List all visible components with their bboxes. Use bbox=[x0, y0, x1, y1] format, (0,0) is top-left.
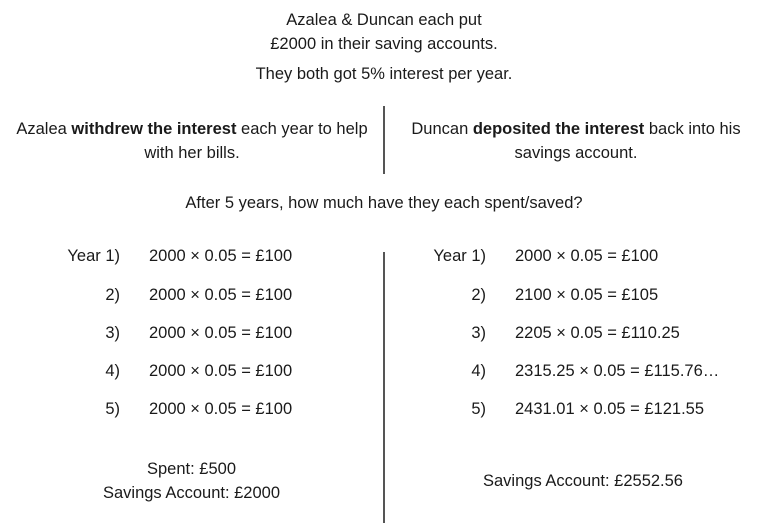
duncan-strategy-bold: deposited the interest bbox=[472, 120, 645, 138]
azalea-row-label: Year 1) bbox=[67, 247, 120, 265]
azalea-savings-total: Savings Account: £2000 bbox=[102, 484, 281, 502]
duncan-strategy-prefix: Duncan bbox=[411, 120, 473, 138]
top-divider bbox=[383, 106, 385, 174]
bottom-divider bbox=[383, 252, 385, 523]
azalea-strategy bbox=[14, 117, 370, 165]
azalea-row-calc: 2000 × 0.05 = £100 bbox=[149, 400, 293, 418]
azalea-strategy-prefix: Azalea bbox=[16, 120, 72, 138]
azalea-strategy-bold: withdrew the interest bbox=[71, 120, 237, 138]
duncan-savings-total: Savings Account: £2552.56 bbox=[483, 472, 683, 490]
intro-text bbox=[0, 8, 768, 56]
azalea-row-label: 2) bbox=[105, 286, 120, 304]
azalea-row-label: 4) bbox=[105, 362, 120, 380]
azalea-row-label: 5) bbox=[105, 400, 120, 418]
duncan-row-calc: 2000 × 0.05 = £100 bbox=[515, 247, 659, 265]
duncan-row-label: 3) bbox=[471, 324, 486, 342]
duncan-row-calc: 2315.25 × 0.05 = £115.76… bbox=[515, 362, 720, 380]
intro-line-1: Azalea & Duncan each put bbox=[286, 11, 482, 29]
duncan-row-label: 2) bbox=[471, 286, 486, 304]
azalea-summary bbox=[0, 457, 383, 505]
duncan-strategy-suffix: back into his savings account. bbox=[514, 120, 741, 162]
azalea-row-calc: 2000 × 0.05 = £100 bbox=[149, 324, 293, 342]
azalea-spent-total: Spent: £500 bbox=[147, 460, 236, 478]
duncan-row-calc: 2205 × 0.05 = £110.25 bbox=[515, 324, 680, 342]
question: After 5 years, how much have they each spent/saved? bbox=[185, 194, 583, 212]
azalea-row-calc: 2000 × 0.05 = £100 bbox=[149, 362, 293, 380]
duncan-row-calc: 2100 × 0.05 = £105 bbox=[515, 286, 659, 304]
intro-line-2: £2000 in their saving accounts. bbox=[270, 35, 498, 53]
azalea-strategy-suffix: each year to help with her bills. bbox=[144, 120, 368, 162]
duncan-row-calc: 2431.01 × 0.05 = £121.55 bbox=[515, 400, 705, 418]
duncan-row-label: 5) bbox=[471, 400, 486, 418]
duncan-strategy bbox=[398, 117, 754, 165]
duncan-row-label: 4) bbox=[471, 362, 486, 380]
azalea-row-calc: 2000 × 0.05 = £100 bbox=[149, 247, 293, 265]
duncan-row-label: Year 1) bbox=[433, 247, 486, 265]
azalea-row-calc: 2000 × 0.05 = £100 bbox=[149, 286, 293, 304]
azalea-row-label: 3) bbox=[105, 324, 120, 342]
intro-line-3: They both got 5% interest per year. bbox=[255, 65, 513, 83]
